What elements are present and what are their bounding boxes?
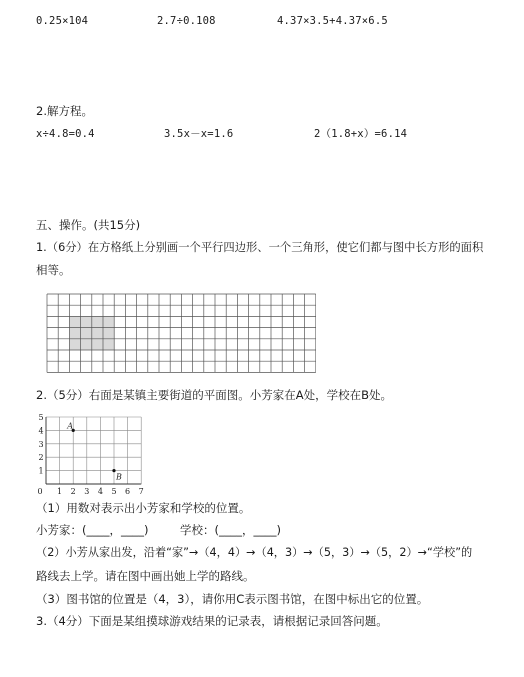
- problem-2-sub-2-line-1: （2）小芳从家出发，沿着“家”→（4，4）→（4，3）→（5，3）→（5，2）→“学校”的: [36, 546, 473, 559]
- problem-2-sub-3: （3）图书馆的位置是（4，3），请你用C表示图书馆，在图中标出它的位置。: [36, 592, 429, 606]
- map-x-tick-label: 6: [125, 487, 131, 496]
- problem-3-intro: 3.（4分）下面是某组摸球游戏结果的记录表，请根据记录回答问题。: [36, 614, 388, 628]
- section-5-heading: 五、操作。(共15分): [36, 218, 141, 232]
- map-x-tick-label: 7: [138, 487, 144, 496]
- map-point-label-a: A: [67, 421, 73, 431]
- map-y-tick-label: 3: [38, 439, 44, 449]
- equation-2: 3.5x－x=1.6: [164, 128, 234, 140]
- map-x-tick-label: 4: [97, 487, 103, 496]
- coordinate-map-svg: [36, 408, 148, 496]
- equation-1: x÷4.8=0.4: [36, 128, 95, 140]
- calc-expression-3: 4.37×3.5+4.37×6.5: [277, 15, 388, 27]
- map-y-tick-label: 5: [38, 413, 44, 422]
- problem-2-sub-1: （1）用数对表示出小芳家和学校的位置。: [36, 501, 251, 515]
- calc-expression-1: 0.25×104: [36, 15, 89, 27]
- street-coordinate-map: [36, 408, 148, 500]
- problem-1-line-1: 1.（6分）在方格纸上分别画一个平行四边形、一个三角形，使它们都与图中长方形的面积: [36, 241, 484, 254]
- map-x-tick-label: 5: [111, 487, 117, 496]
- question-2-heading: 2.解方程。: [36, 104, 93, 118]
- map-y-tick-label: 4: [38, 426, 44, 436]
- grid-paper: [46, 293, 316, 379]
- problem-2-sub-2-line-2: 路线去上学。请在图中画出她上学的路线。: [36, 569, 255, 583]
- school-position-blank: 学校：(____，____): [180, 523, 281, 537]
- problem-2-intro: 2.（5分）右面是某镇主要街道的平面图。小芳家在A处，学校在B处。: [36, 388, 393, 402]
- map-x-tick-label: 0: [37, 487, 43, 496]
- map-y-tick-label: 1: [38, 466, 44, 476]
- grid-paper-svg: [46, 293, 316, 375]
- map-x-tick-label: 2: [70, 487, 76, 496]
- calc-expression-2: 2.7÷0.108: [157, 15, 216, 27]
- map-x-tick-label: 3: [84, 487, 90, 496]
- home-position-blank: 小芳家：(____，____): [36, 523, 149, 537]
- problem-1-line-2: 相等。: [36, 263, 71, 277]
- map-point-label-b: B: [116, 472, 122, 482]
- map-x-tick-label: 1: [57, 487, 63, 496]
- map-y-tick-label: 2: [38, 453, 44, 463]
- equation-3: 2（1.8+x）=6.14: [314, 128, 408, 140]
